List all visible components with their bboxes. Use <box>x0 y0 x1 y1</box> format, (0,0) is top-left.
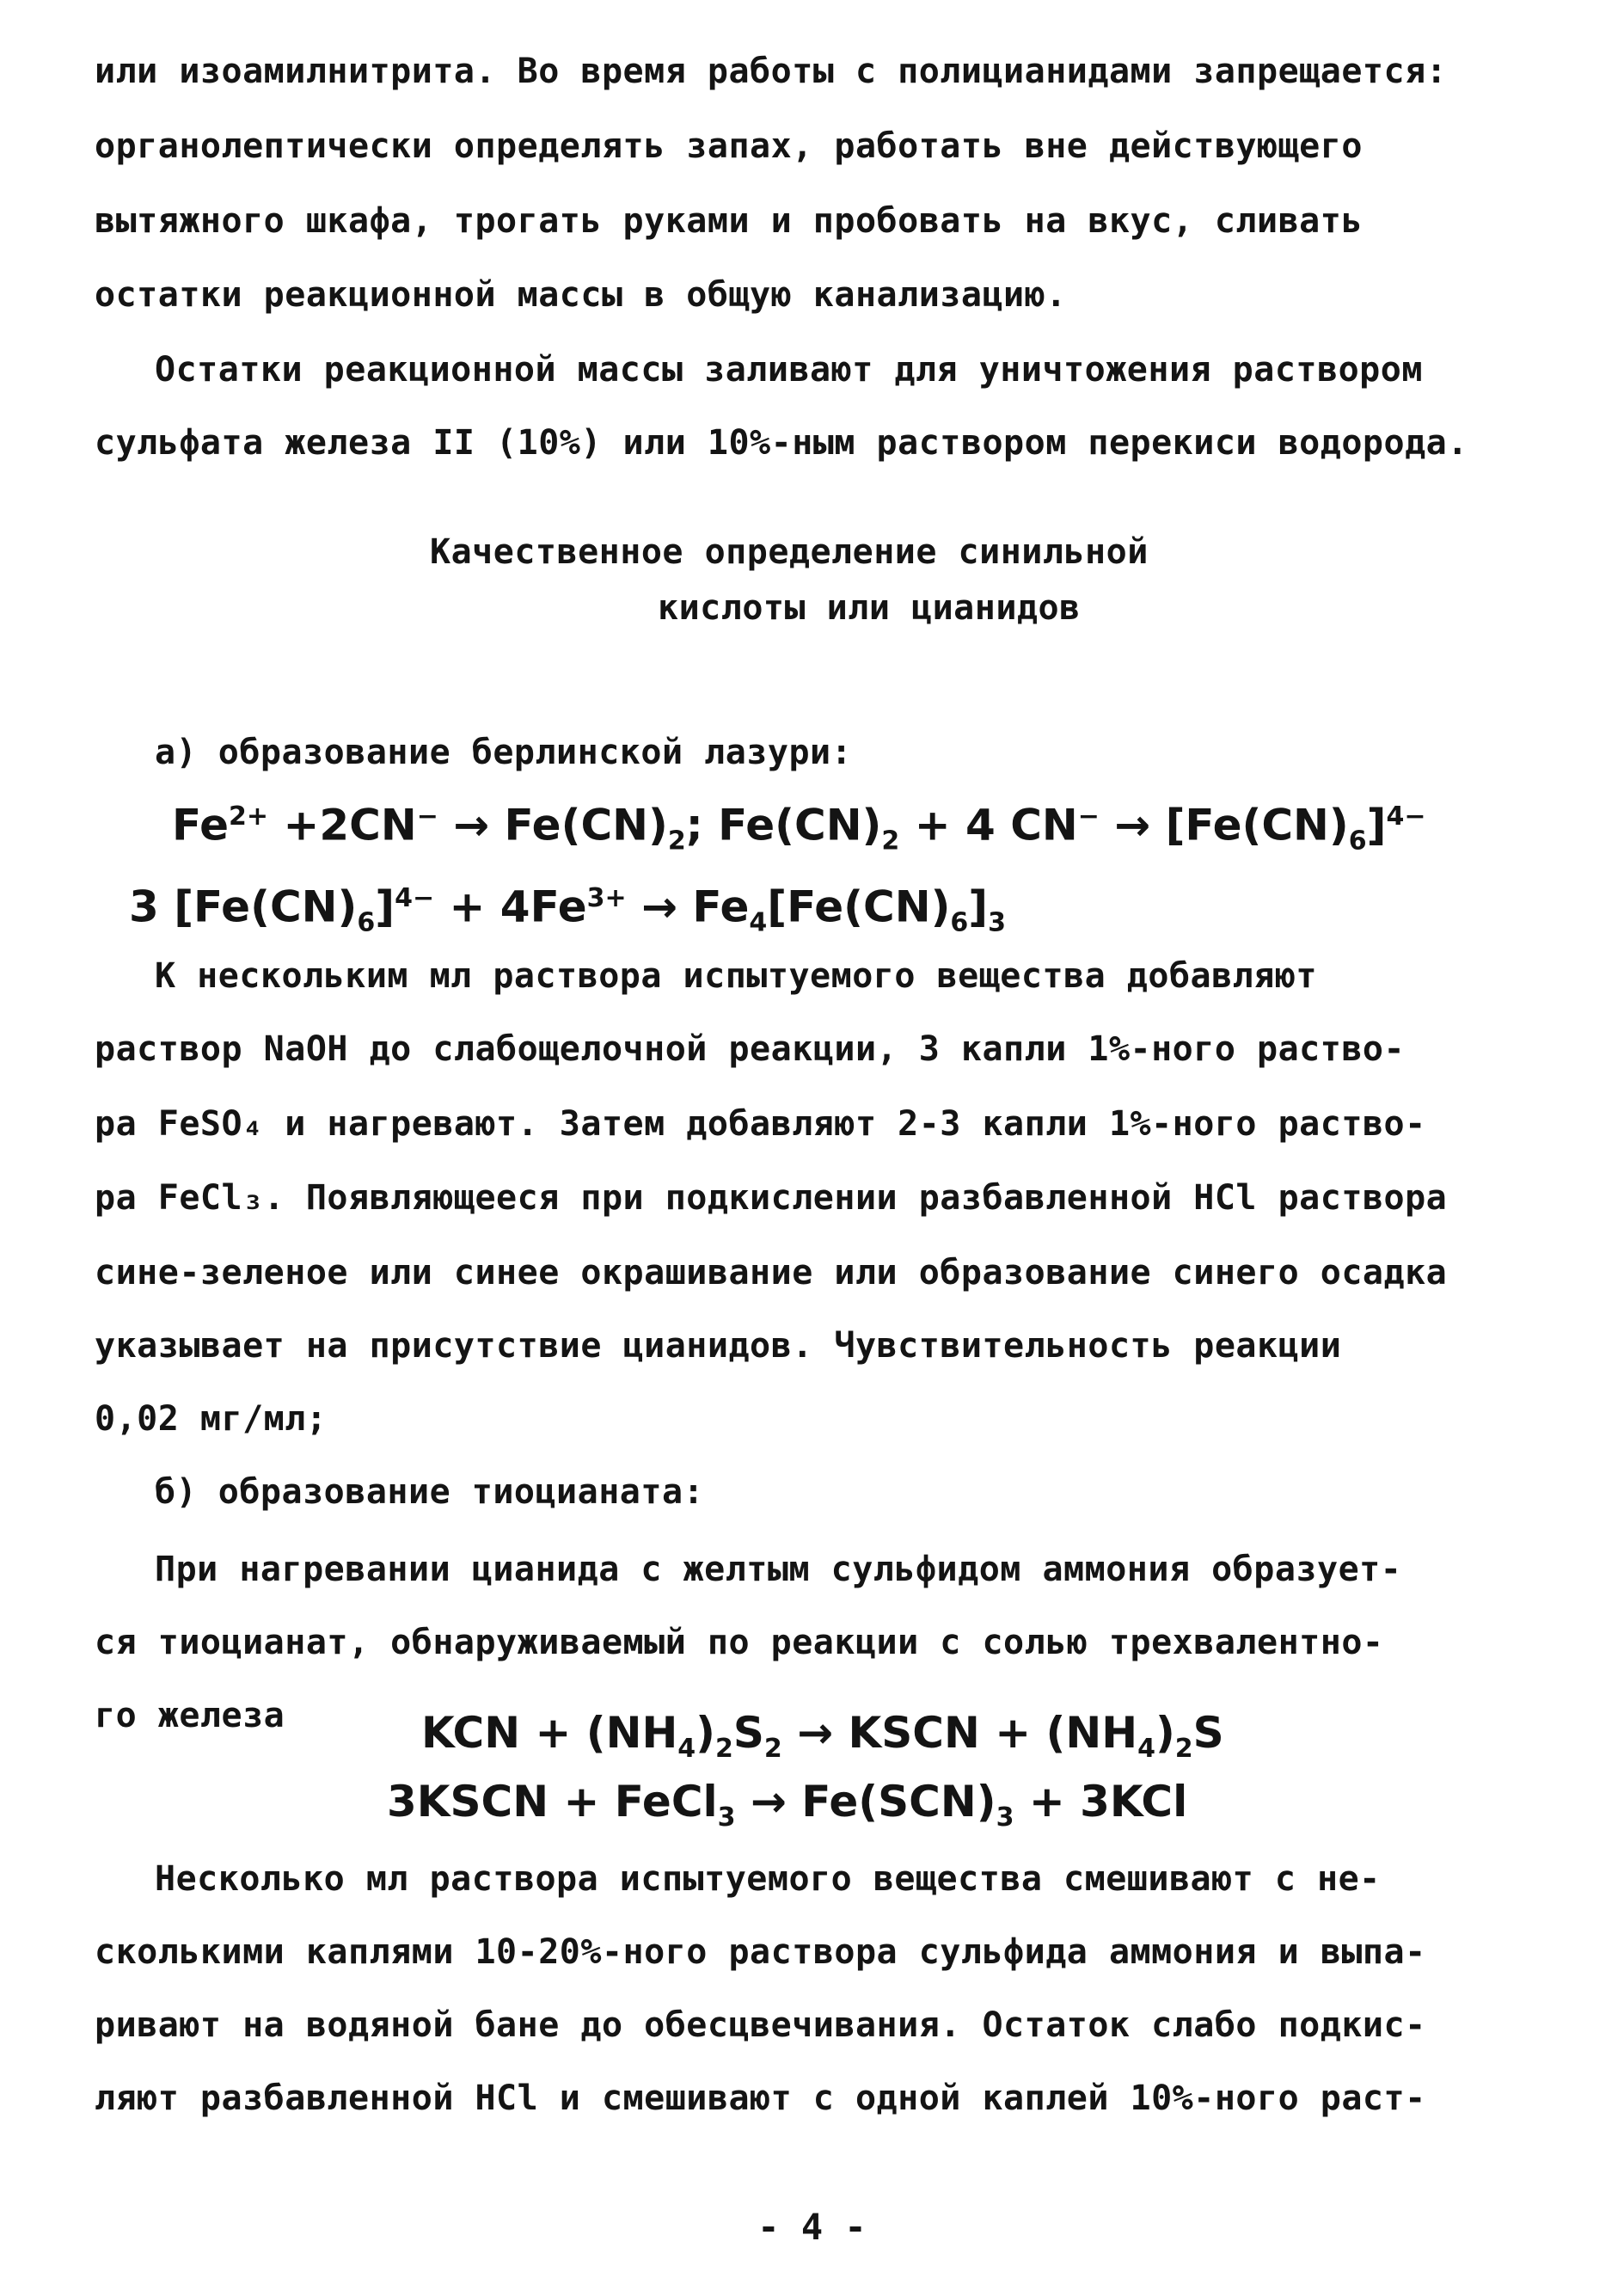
formula-line: 3KSCN + FeCl$_3$ → $Fe(SCN)_3 + 3KCl$ <box>387 1777 1188 1833</box>
text-line: ра FeSO₄ и нагревают. Затем добавляют 2-3 капли 1%-ного раство- <box>95 1104 1426 1144</box>
text-line: органолептически определять запах, работать вне действующего <box>95 126 1363 166</box>
text-line: ра FeCl₃. Появляющееся при подкислении разбавленной HCl раствора <box>95 1178 1448 1218</box>
text-line: вытяжного шкафа, трогать руками и пробовать на вкус, сливать <box>95 201 1363 241</box>
text-line: ляют разбавленной HCl и смешивают с одной каплей 10%-ного раст- <box>95 2079 1426 2118</box>
text-line: ривают на водяной бане до обесцвечивания. Остаток слабо подкис- <box>95 2005 1426 2045</box>
page-number: - 4 - <box>757 2206 867 2248</box>
text-line: сульфата железа II (10%) или 10%-ным раствором перекиси водорода. <box>95 423 1468 463</box>
text-line: 0,02 мг/мл; <box>95 1399 328 1439</box>
text-line: Несколько мл раствора испытуемого вещества смешивают с не- <box>155 1859 1381 1899</box>
text-line: Остатки реакционной массы заливают для уничтожения раствором <box>155 350 1423 390</box>
text-line: сине-зеленое или синее окрашивание или образование синего осадка <box>95 1253 1448 1293</box>
text-line: го железа <box>95 1696 285 1735</box>
text-line: или изоамилнитрита. Во время работы с полицианидами запрещается: <box>95 52 1448 91</box>
subsection-heading: а) образование берлинской лазури: <box>155 733 853 772</box>
formula-line: KCN + $(NH_4)_2S_2$ → KSCN + $(NH_4)_2S$ <box>421 1708 1224 1764</box>
text-line: сколькими каплями 10-20%-ного раствора сульфида аммония и выпа- <box>95 1932 1426 1972</box>
text-line: указывает на присутствие цианидов. Чувствительность реакции <box>95 1326 1342 1366</box>
section-title: кислоты или цианидов <box>658 588 1081 628</box>
text-line: раствор NaOH до слабощелочной реакции, 3 капли 1%-ного раство- <box>95 1029 1406 1069</box>
text-line: ся тиоцианат, обнаруживаемый по реакции с солью трехвалентно- <box>95 1623 1384 1662</box>
formula-line: 3 $[Fe(CN)_6]^{4-} + 4Fe^{3+} \to Fe_4[Fe(CN)_6]_3$ <box>129 881 1007 938</box>
text-line: При нагревании цианида с желтым сульфидом аммония образует- <box>155 1550 1402 1589</box>
section-title: Качественное определение синильной <box>430 532 1149 572</box>
text-line: К нескольким мл раствора испытуемого вещества добавляют <box>155 956 1318 996</box>
subsection-heading: б) образование тиоцианата: <box>155 1472 705 1512</box>
formula-line: $Fe^{2+} +2CN^- \to Fe(CN)_2$; $Fe(CN)_2 + 4$ $CN^- \to [Fe(CN)_6]^{4-}$ <box>172 800 1426 857</box>
text-line: остатки реакционной массы в общую канализацию. <box>95 275 1067 315</box>
